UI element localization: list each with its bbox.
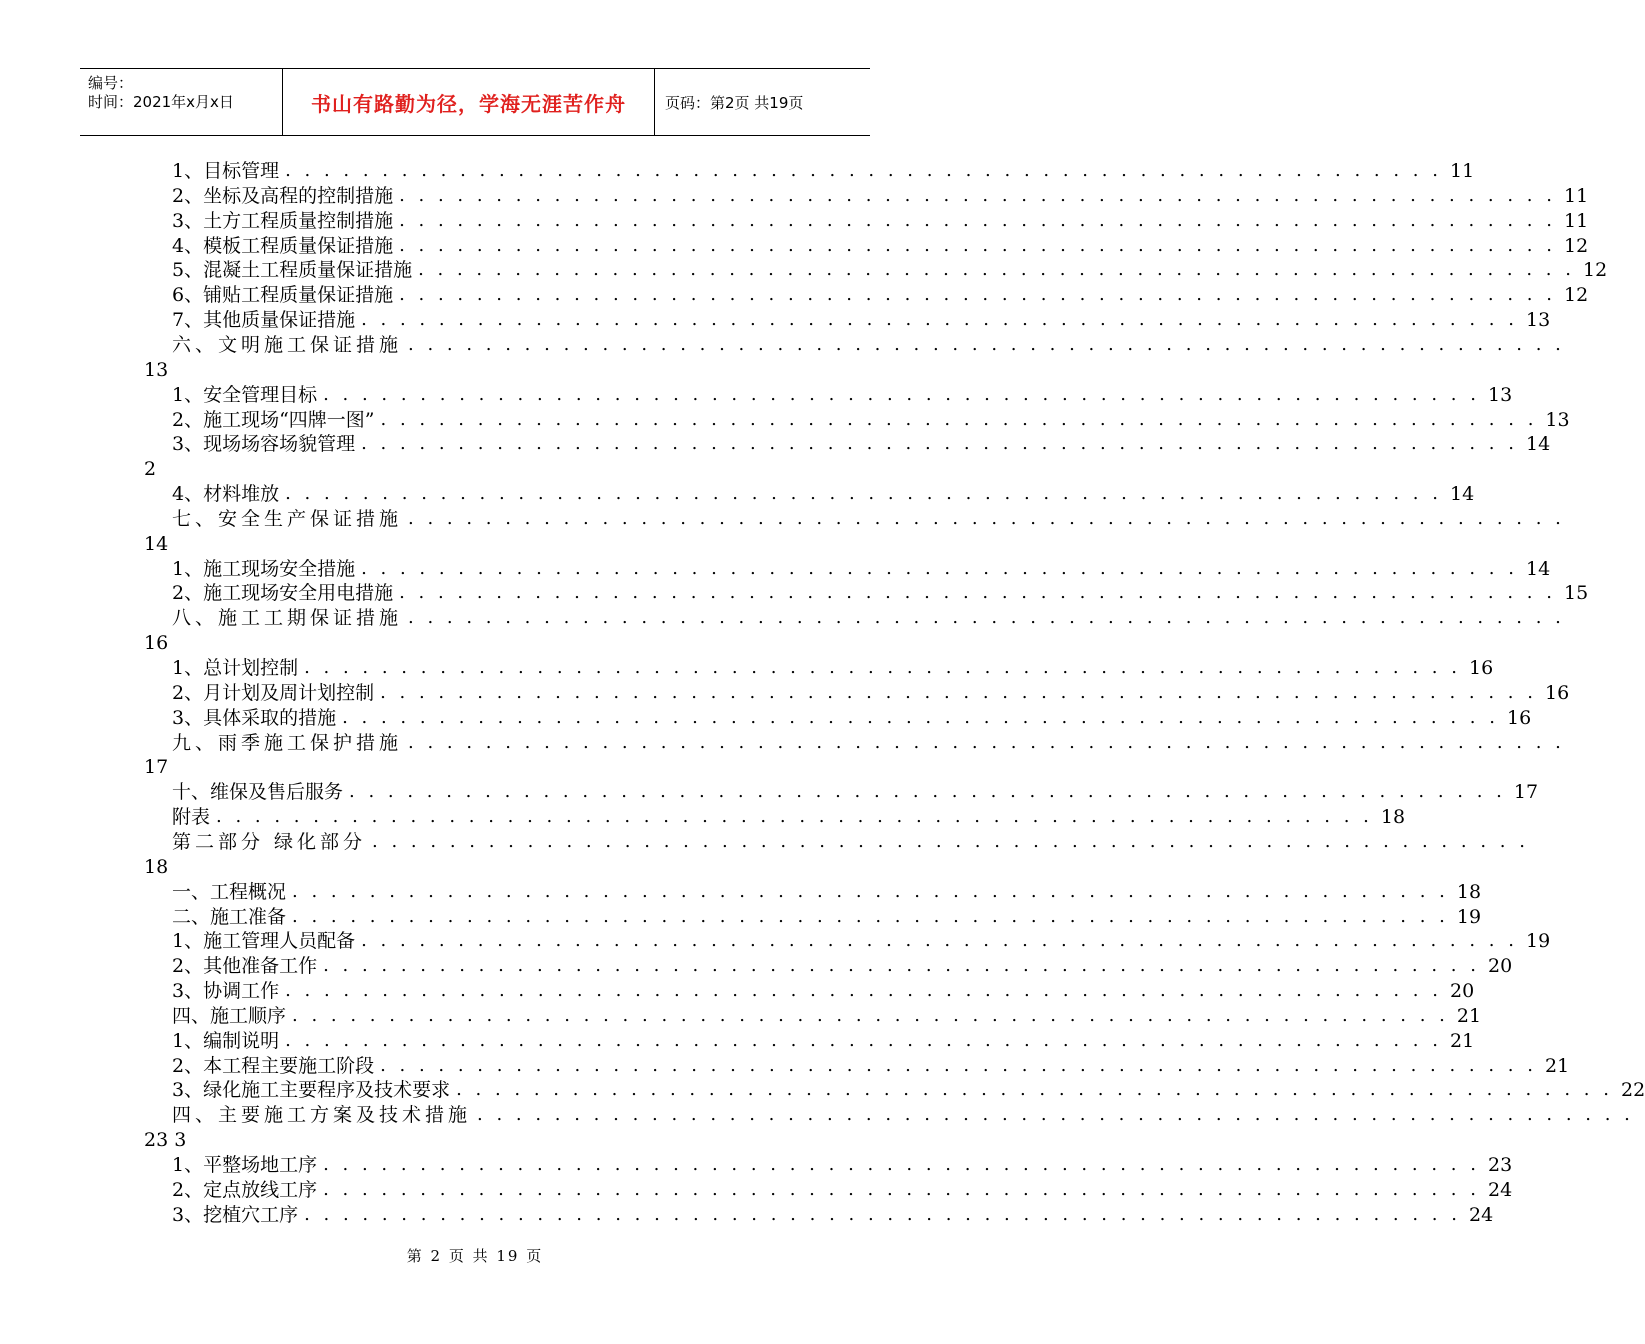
toc-entry xyxy=(172,209,1589,233)
toc-entry xyxy=(172,507,1565,531)
toc-entry xyxy=(144,855,168,879)
toc-entry xyxy=(172,1203,1494,1227)
toc-dot-leader: . . . . . . . . . . . . . . . . . . . . . . . . . . . . . . . . . . . . . . . . . . . . . . . . . . . . . . . . . . . . xyxy=(285,160,1442,181)
header-motto: 书山有路勤为径，学海无涯苦作舟 xyxy=(283,69,655,135)
toc-entry xyxy=(172,1178,1513,1202)
toc-dot-leader: . . . . . . . . . . . . . . . . . . . . . . . . . . . . . . . . . . . . . . . . . . . . . . . . . . . . . . . . . . . . xyxy=(418,259,1575,281)
toc-entry-label: 一、工程概况 xyxy=(172,880,287,903)
toc-dot-leader: . . . . . . . . . . . . . . . . . . . . . . . . . . . . . . . . . . . . . . . . . . . . . . . . . . . . . . . . . . . . xyxy=(399,184,1556,206)
toc-entry xyxy=(172,656,1494,680)
toc-entry xyxy=(172,731,1565,755)
toc-entry-page: 13 xyxy=(1525,309,1551,332)
toc-entry xyxy=(172,308,1551,332)
toc-dot-leader: . . . . . . . . . . . . . . . . . . . . . . . . . . . . . . . . . . . . . . . . . . . . . . . . . . . . . . . . . . . . xyxy=(304,1203,1461,1225)
toc-entry xyxy=(172,482,1475,506)
toc-dot-leader: . . . . . . . . . . . . . . . . . . . . . . . . . . . . . . . . . . . . . . . . . . . . . . . . . . . . . . . . . . . . xyxy=(399,582,1556,604)
toc-dot-leader: . . . . . . . . . . . . . . . . . . . . . . . . . . . . . . . . . . . . . . . . . . . . . . . . . . . . . . . . . . . . xyxy=(349,781,1506,803)
toc-entry-label: 3、具体采取的措施 xyxy=(172,706,337,729)
toc-entry xyxy=(172,581,1589,605)
toc-entry-label: 1、目标管理 xyxy=(172,160,280,182)
toc-dot-leader: . . . . . . . . . . . . . . . . . . . . . . . . . . . . . . . . . . . . . . . . . . . . . . . . . . . . . . . . . . . . xyxy=(361,309,1518,331)
toc-entry-label: 4、材料堆放 xyxy=(172,483,280,506)
toc-entry-page: 18 xyxy=(1456,880,1482,903)
toc-entry-label: 1、编制说明 xyxy=(172,1029,280,1052)
toc-entry-label: 2、坐标及高程的控制措施 xyxy=(172,184,394,207)
toc-page-continuation: 13 xyxy=(144,358,169,381)
toc-entry-label: 1、施工现场安全措施 xyxy=(172,557,356,580)
toc-entry xyxy=(144,755,168,779)
toc-entry-page: 21 xyxy=(1544,1054,1570,1077)
toc-entry-label: 2、月计划及周计划控制 xyxy=(172,681,375,704)
toc-entry xyxy=(172,333,1565,357)
toc-entry-label: 3、土方工程质量控制措施 xyxy=(172,209,394,232)
toc-dot-leader: . . . . . . . . . . . . . . . . . . . . . . . . . . . . . . . . . . . . . . . . . . . . . . . . . . . . . . . . . . . . xyxy=(285,1029,1442,1051)
toc-dot-leader: . . . . . . . . . . . . . . . . . . . . . . . . . . . . . . . . . . . . . . . . . . . . . . . . . . . . . . . . . . . . xyxy=(408,607,1565,629)
toc-entry-label: 3、现场场容场貌管理 xyxy=(172,433,356,456)
toc-entry-page: 17 xyxy=(1513,781,1539,804)
toc-entry xyxy=(172,929,1551,953)
toc-entry xyxy=(172,780,1539,804)
toc-entry-label: 2、其他准备工作 xyxy=(172,955,318,978)
toc-entry-page: 12 xyxy=(1563,234,1589,257)
toc-entry-label: 1、安全管理目标 xyxy=(172,383,318,406)
toc-dot-leader: . . . . . . . . . . . . . . . . . . . . . . . . . . . . . . . . . . . . . . . . . . . . . . . . . . . . . . . . . . . . xyxy=(477,1104,1634,1126)
toc-entry xyxy=(172,706,1532,730)
toc-entry xyxy=(144,358,168,382)
toc-entry xyxy=(172,1029,1475,1053)
toc-dot-leader: . . . . . . . . . . . . . . . . . . . . . . . . . . . . . . . . . . . . . . . . . . . . . . . . . . . . . . . . . . . . xyxy=(380,1054,1537,1076)
toc-dot-leader: . . . . . . . . . . . . . . . . . . . . . . . . . . . . . . . . . . . . . . . . . . . . . . . . . . . . . . . . . . . . xyxy=(408,333,1565,355)
toc-entry-label: 二、施工准备 xyxy=(172,905,287,928)
toc-dot-leader: . . . . . . . . . . . . . . . . . . . . . . . . . . . . . . . . . . . . . . . . . . . . . . . . . . . . . . . . . . . . xyxy=(361,433,1518,455)
toc-entry-label: 1、平整场地工序 xyxy=(172,1154,318,1176)
toc-entry-label: 5、混凝土工程质量保证措施 xyxy=(172,259,413,282)
toc-entry-label: 7、其他质量保证措施 xyxy=(172,309,356,332)
toc-entry xyxy=(172,159,1475,183)
toc-page-continuation: 16 xyxy=(144,632,169,655)
toc-page-continuation: 17 xyxy=(144,756,169,779)
toc-entry-label: 3、挖植穴工序 xyxy=(172,1203,299,1226)
toc-entry xyxy=(172,184,1589,208)
toc-entry-page: 11 xyxy=(1449,160,1475,182)
toc-dot-leader: . . . . . . . . . . . . . . . . . . . . . . . . . . . . . . . . . . . . . . . . . . . . . . . . . . . . . . . . . . . . xyxy=(361,557,1518,579)
toc-entry-page: 18 xyxy=(1380,806,1406,829)
toc-entry-page: 23 xyxy=(1487,1154,1513,1176)
toc-entry xyxy=(144,532,168,556)
toc-dot-leader: . . . . . . . . . . . . . . . . . . . . . . . . . . . . . . . . . . . . . . . . . . . . . . . . . . . . . . . . . . . . xyxy=(361,930,1518,952)
toc-entry xyxy=(172,606,1565,630)
toc-page-continuation: 2 xyxy=(144,458,157,481)
toc-entry-page: 13 xyxy=(1487,383,1513,406)
toc-entry xyxy=(172,805,1406,829)
header-page-info: 页码：第2页 共19页 xyxy=(665,93,804,112)
date-label: 时间：2021年x月x日 xyxy=(88,93,234,111)
toc-dot-leader: . . . . . . . . . . . . . . . . . . . . . . . . . . . . . . . . . . . . . . . . . . . . . . . . . . . . . . . . . . . . xyxy=(285,980,1442,1002)
toc-entry-page: 14 xyxy=(1525,433,1551,456)
toc-entry-page: 12 xyxy=(1582,259,1608,282)
toc-page-continuation: 23 3 xyxy=(144,1129,187,1152)
toc-dot-leader: . . . . . . . . . . . . . . . . . . . . . . . . . . . . . . . . . . . . . . . . . . . . . . . . . . . . . . . . . . . . xyxy=(323,383,1480,405)
toc-entry-label: 十、维保及售后服务 xyxy=(172,781,344,804)
toc-dot-leader: . . . . . . . . . . . . . . . . . . . . . . . . . . . . . . . . . . . . . . . . . . . . . . . . . . . . . . . . . . . . xyxy=(408,731,1565,753)
toc-entry-label: 1、总计划控制 xyxy=(172,657,299,679)
toc-entry-page: 16 xyxy=(1468,657,1494,679)
toc-entry-page: 21 xyxy=(1449,1029,1475,1052)
number-label: 编号： xyxy=(88,74,134,92)
toc-entry-label: 第二部分 绿化部分 xyxy=(172,830,367,853)
toc-entry xyxy=(172,979,1475,1003)
toc-dot-leader: . . . . . . . . . . . . . . . . . . . . . . . . . . . . . . . . . . . . . . . . . . . . . . . . . . . . . . . . . . . . xyxy=(372,830,1529,852)
toc-entry-page: 20 xyxy=(1487,955,1513,978)
toc-dot-leader: . . . . . . . . . . . . . . . . . . . . . . . . . . . . . . . . . . . . . . . . . . . . . . . . . . . . . . . . . . . . xyxy=(292,880,1449,902)
toc-entry xyxy=(144,1128,186,1152)
header-meta xyxy=(80,69,283,135)
toc-entry xyxy=(172,283,1589,307)
toc-dot-leader: . . . . . . . . . . . . . . . . . . . . . . . . . . . . . . . . . . . . . . . . . . . . . . . . . . . . . . . . . . . . xyxy=(408,507,1565,529)
toc-entry-label: 2、施工现场“四牌一图” xyxy=(172,408,375,431)
toc-entry-page: 19 xyxy=(1525,930,1551,953)
toc-entry-label: 2、施工现场安全用电措施 xyxy=(172,582,394,605)
toc-dot-leader: . . . . . . . . . . . . . . . . . . . . . . . . . . . . . . . . . . . . . . . . . . . . . . . . . . . . . . . . . . . . xyxy=(399,209,1556,231)
toc-dot-leader: . . . . . . . . . . . . . . . . . . . . . . . . . . . . . . . . . . . . . . . . . . . . . . . . . . . . . . . . . . . . xyxy=(304,657,1461,678)
toc-dot-leader: . . . . . . . . . . . . . . . . . . . . . . . . . . . . . . . . . . . . . . . . . . . . . . . . . . . . . . . . . . . . xyxy=(399,284,1556,306)
toc-entry xyxy=(172,258,1608,282)
toc-entry-page: 14 xyxy=(1449,483,1475,506)
toc-entry xyxy=(172,1153,1513,1177)
toc-dot-leader: . . . . . . . . . . . . . . . . . . . . . . . . . . . . . . . . . . . . . . . . . . . . . . . . . . . . . . . . . . . . xyxy=(380,408,1538,430)
toc-entry xyxy=(172,432,1551,456)
toc-dot-leader: . . . . . . . . . . . . . . . . . . . . . . . . . . . . . . . . . . . . . . . . . . . . . . . . . . . . . . . . . . . . xyxy=(216,806,1373,828)
toc-entry-label: 七、安全生产保证措施 xyxy=(172,507,403,530)
toc-entry-page: 16 xyxy=(1544,681,1570,704)
toc-entry-label: 3、绿化施工主要程序及技术要求 xyxy=(172,1079,451,1102)
toc-entry xyxy=(144,631,168,655)
toc-entry-page: 13 xyxy=(1545,408,1570,431)
toc-entry-page: 11 xyxy=(1563,184,1589,207)
toc-entry-label: 四、施工顺序 xyxy=(172,1004,287,1027)
toc-dot-leader: . . . . . . . . . . . . . . . . . . . . . . . . . . . . . . . . . . . . . . . . . . . . . . . . . . . . . . . . . . . . xyxy=(323,955,1480,977)
toc-dot-leader: . . . . . . . . . . . . . . . . . . . . . . . . . . . . . . . . . . . . . . . . . . . . . . . . . . . . . . . . . . . . xyxy=(456,1079,1613,1101)
toc-page-continuation: 14 xyxy=(144,532,169,555)
toc-entry-page: 14 xyxy=(1525,557,1551,580)
toc-entry-page: 11 xyxy=(1563,209,1589,232)
toc-entry-page: 21 xyxy=(1456,1004,1482,1027)
toc-entry-label: 附表 xyxy=(172,806,211,829)
toc-dot-leader: . . . . . . . . . . . . . . . . . . . . . . . . . . . . . . . . . . . . . . . . . . . . . . . . . . . . . . . . . . . . xyxy=(342,706,1499,728)
toc-dot-leader: . . . . . . . . . . . . . . . . . . . . . . . . . . . . . . . . . . . . . . . . . . . . . . . . . . . . . . . . . . . . xyxy=(292,1004,1449,1026)
toc-dot-leader: . . . . . . . . . . . . . . . . . . . . . . . . . . . . . . . . . . . . . . . . . . . . . . . . . . . . . . . . . . . . xyxy=(323,1178,1480,1200)
toc-entry xyxy=(172,830,1529,854)
toc-page-continuation: 18 xyxy=(144,855,169,878)
toc-entry xyxy=(172,408,1570,432)
page-footer: 第 2 页 共 19 页 xyxy=(406,1247,544,1265)
toc-entry-label: 四、主要施工方案及技术措施 xyxy=(172,1104,472,1127)
toc-entry xyxy=(144,457,156,481)
toc-dot-leader: . . . . . . . . . . . . . . . . . . . . . . . . . . . . . . . . . . . . . . . . . . . . . . . . . . . . . . . . . . . . xyxy=(292,905,1449,927)
toc-entry xyxy=(172,954,1513,978)
toc-entry-page: 12 xyxy=(1563,284,1589,307)
toc-entry-label: 6、铺贴工程质量保证措施 xyxy=(172,284,394,307)
toc-dot-leader: . . . . . . . . . . . . . . . . . . . . . . . . . . . . . . . . . . . . . . . . . . . . . . . . . . . . . . . . . . . . xyxy=(380,681,1537,703)
toc-entry-label: 2、定点放线工序 xyxy=(172,1178,318,1201)
toc-entry-page: 16 xyxy=(1506,706,1532,729)
toc-entry-label: 4、模板工程质量保证措施 xyxy=(172,234,394,257)
toc-entry xyxy=(172,905,1482,929)
toc-dot-leader: . . . . . . . . . . . . . . . . . . . . . . . . . . . . . . . . . . . . . . . . . . . . . . . . . . . . . . . . . . . . xyxy=(323,1154,1480,1175)
toc-entry xyxy=(172,681,1570,705)
toc-entry xyxy=(172,1004,1482,1028)
toc-entry xyxy=(172,234,1589,258)
toc-entry-label: 2、本工程主要施工阶段 xyxy=(172,1054,375,1077)
toc-entry-page: 24 xyxy=(1468,1203,1494,1226)
toc-entry xyxy=(172,880,1482,904)
toc-entry-page: 19 xyxy=(1456,905,1482,928)
toc-entry-label: 1、施工管理人员配备 xyxy=(172,930,356,953)
toc-entry-page: 22 xyxy=(1620,1079,1645,1102)
toc-entry xyxy=(172,1103,1634,1127)
toc-entry-page: 15 xyxy=(1563,582,1589,605)
toc-entry-page: 24 xyxy=(1487,1178,1513,1201)
toc-entry-label: 八、施工工期保证措施 xyxy=(172,607,403,630)
toc-entry-label: 九、雨季施工保护措施 xyxy=(172,731,403,754)
toc-dot-leader: . . . . . . . . . . . . . . . . . . . . . . . . . . . . . . . . . . . . . . . . . . . . . . . . . . . . . . . . . . . . xyxy=(399,234,1556,256)
page-header xyxy=(80,68,870,136)
toc-entry-page: 20 xyxy=(1449,980,1475,1003)
toc-dot-leader: . . . . . . . . . . . . . . . . . . . . . . . . . . . . . . . . . . . . . . . . . . . . . . . . . . . . . . . . . . . . xyxy=(285,483,1442,505)
toc-entry-label: 六、文明施工保证措施 xyxy=(172,333,403,356)
toc-entry xyxy=(172,1054,1570,1078)
toc-entry xyxy=(172,383,1513,407)
toc-entry xyxy=(172,557,1551,581)
toc-entry xyxy=(172,1078,1645,1102)
toc-entry-label: 3、协调工作 xyxy=(172,980,280,1003)
